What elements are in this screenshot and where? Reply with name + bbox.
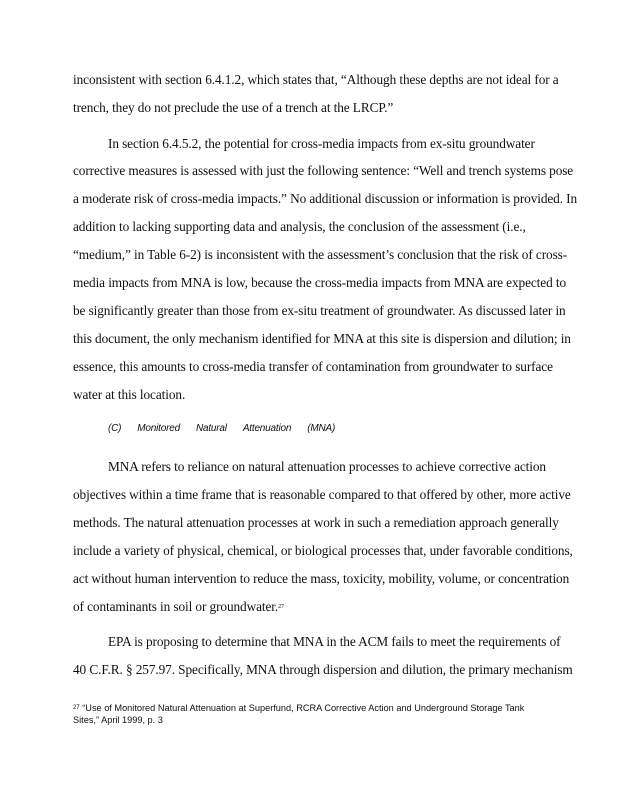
text-line: addition to lacking supporting data and analysis, the conclusion of the assessment (i.e., — [73, 219, 526, 234]
heading-word: Monitored — [137, 423, 180, 434]
text-line: be significantly greater than those from ex-situ treatment of groundwater. As discussed later in — [73, 303, 566, 318]
text-line: corrective measures is assessed with just the following sentence: “Well and trench systems pose — [73, 163, 574, 178]
paragraph-start: In section 6.4.5.2, the potential for cross-media impacts from ex-situ groundwater — [108, 136, 535, 151]
text-line: trench, they do not preclude the use of a trench at the LRCP.” — [73, 100, 394, 115]
text-line: inconsistent with section 6.4.1.2, which states that, “Although these depths are not ideal for a — [73, 72, 559, 87]
paragraph-start: EPA is proposing to determine that MNA in the ACM fails to meet the requirements of — [108, 634, 561, 649]
text-line: objectives within a time frame that is reasonable compared to that offered by other, more active — [73, 487, 571, 502]
text-line: a moderate risk of cross-media impacts.” No additional discussion or information is provided. In — [73, 191, 578, 206]
text-line: “medium,” in Table 6-2) is inconsistent with the assessment’s conclusion that the risk of cross- — [73, 247, 568, 262]
heading-label: (C) — [108, 423, 122, 434]
text-line-body: of contaminants in soil or groundwater. — [73, 599, 279, 614]
text-line: methods. The natural attenuation processes at work in such a remediation approach generally — [73, 515, 559, 530]
heading-word: Attenuation — [242, 423, 292, 434]
text-line: media impacts from MNA is low, because the cross-media impacts from MNA are expected to — [73, 275, 566, 290]
text-line: include a variety of physical, chemical, or biological processes that, under favorable conditions, — [73, 543, 573, 558]
footnote-number: 27 — [73, 705, 80, 711]
footnote-continuation: Sites,” April 1999, p. 3 — [73, 715, 163, 725]
text-line: essence, this amounts to cross-media transfer of contamination from groundwater to surface — [73, 359, 553, 374]
footnote — [73, 702, 524, 714]
text-line — [73, 599, 284, 615]
footnote-reference: 27 — [278, 604, 284, 610]
text-line: water at this location. — [73, 387, 186, 402]
heading-word: (MNA) — [307, 423, 336, 434]
section-heading — [108, 423, 351, 434]
text-line: this document, the only mechanism identified for MNA at this site is dispersion and dilution; in — [73, 331, 571, 346]
text-line: act without human intervention to reduce the mass, toxicity, mobility, volume, or concentration — [73, 571, 570, 586]
paragraph-start: MNA refers to reliance on natural attenuation processes to achieve corrective action — [108, 459, 546, 474]
footnote-text: “Use of Monitored Natural Attenuation at Superfund, RCRA Corrective Action and Underground Storage Tank — [82, 703, 525, 713]
text-line: 40 C.F.R. § 257.97. Specifically, MNA through dispersion and dilution, the primary mechanism — [73, 662, 573, 677]
heading-word: Natural — [195, 423, 227, 434]
